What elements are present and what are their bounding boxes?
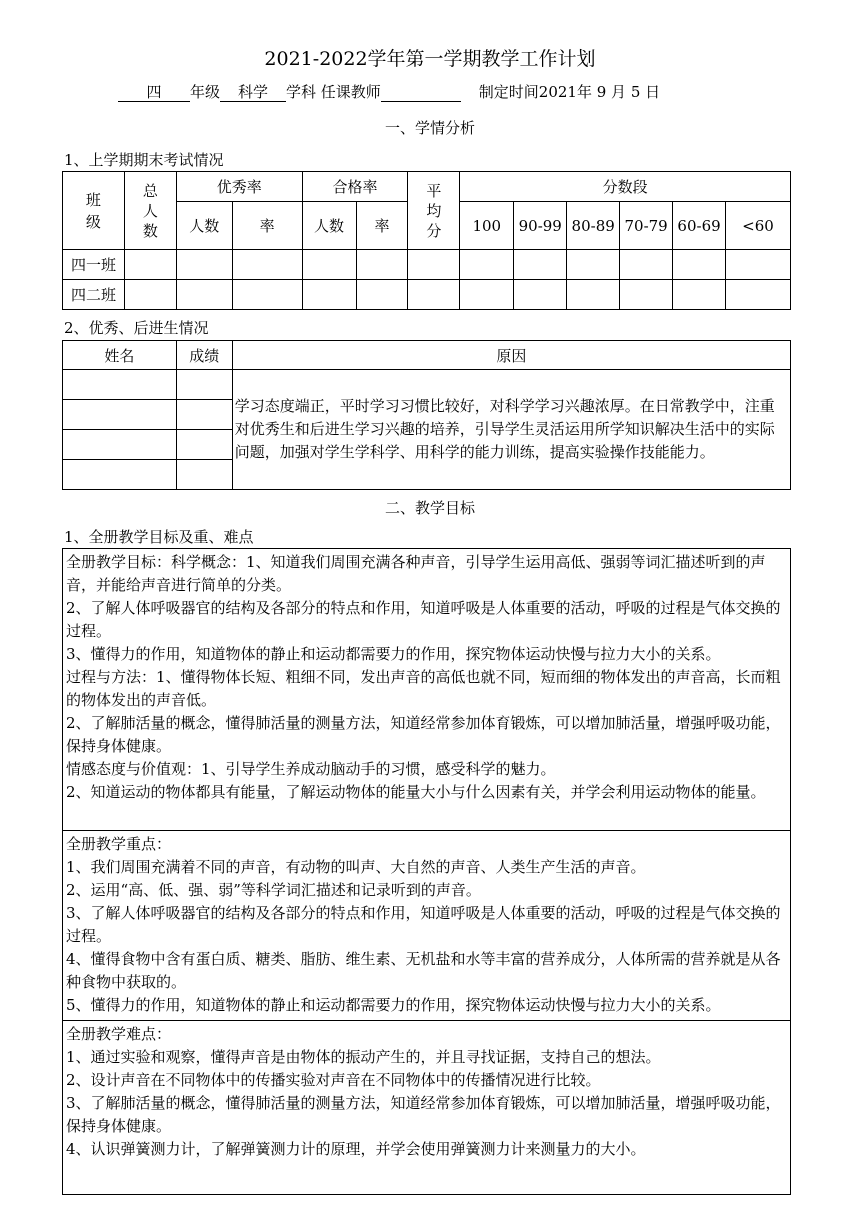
band-80-89: 80-89 bbox=[567, 202, 620, 250]
band-90-99: 90-99 bbox=[514, 202, 567, 250]
sub-pass-rate: 率 bbox=[356, 202, 408, 250]
objective-line: 2、了解人体呼吸器官的结构及各部分的特点和作用，知道呼吸是人体重要的活动，呼吸的过程是气体交换的过程。 bbox=[66, 599, 781, 640]
objective-line: 情感态度与价值观：1、引导学生养成动脑动手的习惯，感受科学的魅力。 bbox=[66, 760, 556, 778]
goals-label: 1、全册教学目标及重、难点 bbox=[64, 528, 254, 546]
band-100: 100 bbox=[460, 202, 514, 250]
class-cell: 四一班 bbox=[63, 250, 125, 280]
key-point-line: 1、我们周围充满着不同的声音，有动物的叫声、大自然的声音、人类生产生活的声音。 bbox=[66, 858, 646, 876]
band-60-69: 60-69 bbox=[673, 202, 726, 250]
objectives-cell bbox=[63, 549, 791, 831]
subject-label: 学科 任课教师 bbox=[286, 83, 381, 101]
col-excellent-header: 优秀率 bbox=[176, 172, 302, 202]
key-points-cell bbox=[63, 831, 791, 1021]
key-point-line: 5、懂得力的作用，知道物体的静止和运动都需要力的作用，探究物体运动快慢与拉力大小的关系。 bbox=[66, 996, 721, 1014]
students-label: 2、优秀、后进生情况 bbox=[64, 319, 209, 337]
difficulty-line: 4、认识弹簧测力计，了解弹簧测力计的原理，并学会使用弹簧测力计来测量力的大小。 bbox=[66, 1140, 646, 1158]
section-heading-analysis: 一、学情分析 bbox=[384, 119, 475, 137]
objective-line: 2、知道运动的物体都具有能量，了解运动物体的能量大小与什么因素有关，并学会利用运动物体的能量。 bbox=[66, 783, 766, 801]
goals-table bbox=[62, 548, 791, 1195]
date-label: 制定时间2021年 9 月 5 日 bbox=[478, 83, 661, 101]
students-table bbox=[62, 340, 791, 490]
section-heading-goals: 二、教学目标 bbox=[384, 499, 475, 517]
col-score-header: 成绩 bbox=[176, 341, 232, 370]
col-name-header: 姓名 bbox=[63, 341, 177, 370]
objective-line: 3、懂得力的作用，知道物体的静止和运动都需要力的作用，探究物体运动快慢与拉力大小的关系。 bbox=[66, 645, 721, 663]
table-row bbox=[63, 250, 791, 280]
col-total-header: 总人数 bbox=[124, 172, 176, 250]
band-below-60: <60 bbox=[726, 202, 791, 250]
table-row bbox=[63, 280, 791, 310]
plan-header bbox=[118, 81, 660, 102]
objective-line: 2、了解肺活量的概念，懂得肺活量的测量方法，知道经常参加体育锻炼，可以增加肺活量，增强呼吸功能，保持身体健康。 bbox=[66, 714, 781, 755]
difficulty-line: 2、设计声音在不同物体中的传播实验对声音在不同物体中的传播情况进行比较。 bbox=[66, 1071, 601, 1089]
teacher-value bbox=[381, 83, 461, 102]
document-title: 2021-2022学年第一学期教学工作计划 bbox=[264, 48, 596, 70]
sub-excellent-count: 人数 bbox=[176, 202, 232, 250]
difficulty-line: 3、了解肺活量的概念，懂得肺活量的测量方法，知道经常参加体育锻炼，可以增加肺活量，增强呼吸功能，保持身体健康。 bbox=[66, 1094, 781, 1135]
exam-label: 1、上学期期末考试情况 bbox=[64, 151, 224, 169]
key-point-line: 2、运用“高、低、强、弱”等科学词汇描述和记录听到的声音。 bbox=[66, 881, 481, 899]
grade-label: 年级 bbox=[190, 83, 221, 101]
key-point-line: 3、了解人体呼吸器官的结构及各部分的特点和作用，知道呼吸是人体重要的活动，呼吸的过程是气体交换的过程。 bbox=[66, 904, 781, 945]
reason-cell: 学习态度端正，平时学习习惯比较好，对科学学习兴趣浓厚。在日常教学中，注重对优秀生和后进生学习兴趣的培养，引导学生灵活运用所学知识解决生活中的实际问题，加强对学生学科学、用科学的能力训练，提高实验操作技能能力。 bbox=[232, 370, 790, 490]
key-point-line: 4、懂得食物中含有蛋白质、糖类、脂肪、维生素、无机盐和水等丰富的营养成分，人体所需的营养就是从各种食物中获取的。 bbox=[66, 950, 781, 991]
objective-line: 全册教学目标：科学概念：1、知道我们周围充满各种声音，引导学生运用高低、强弱等词汇描述听到的声音，并能给声音进行简单的分类。 bbox=[66, 553, 766, 594]
col-scores-header: 分数段 bbox=[460, 172, 791, 202]
col-pass-header: 合格率 bbox=[302, 172, 408, 202]
key-point-line: 全册教学重点： bbox=[66, 835, 172, 853]
grade-value: 四 bbox=[118, 83, 190, 102]
sub-excellent-rate: 率 bbox=[232, 202, 302, 250]
difficulty-line: 全册教学难点： bbox=[66, 1025, 172, 1043]
exam-table bbox=[62, 171, 791, 310]
col-class-header: 班级 bbox=[63, 172, 125, 250]
difficulty-line: 1、通过实验和观察，懂得声音是由物体的振动产生的，并且寻找证据，支持自己的想法。 bbox=[66, 1048, 661, 1066]
col-avg-header: 平均分 bbox=[408, 172, 460, 250]
col-reason-header: 原因 bbox=[232, 341, 790, 370]
class-cell: 四二班 bbox=[63, 280, 125, 310]
subject-value: 科学 bbox=[220, 83, 286, 102]
band-70-79: 70-79 bbox=[620, 202, 673, 250]
difficulties-cell bbox=[63, 1021, 791, 1195]
sub-pass-count: 人数 bbox=[302, 202, 356, 250]
objective-line: 过程与方法：1、懂得物体长短、粗细不同，发出声音的高低也就不同，短而细的物体发出的声音高，长而粗的物体发出的声音低。 bbox=[66, 668, 781, 709]
